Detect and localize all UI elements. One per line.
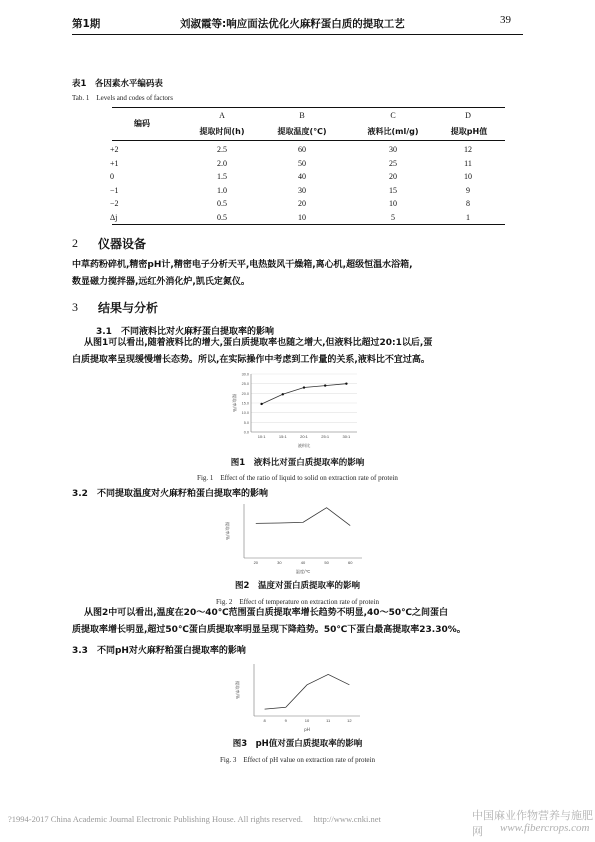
table-cell: 11	[464, 158, 472, 168]
watermark-url: www.fibercrops.com	[500, 822, 590, 834]
table-cell: 12	[464, 145, 472, 154]
x-tick-label: 40	[300, 560, 306, 565]
x-tick-label: 20:1	[300, 434, 308, 439]
fig2-chart	[218, 498, 370, 576]
issue-label: 第1期	[72, 18, 101, 30]
section2-line-1: 中草药粉碎机,精密pH计,精密电子分析天平,电热鼓风干燥箱,离心机,超级恒温水浴箱,	[72, 260, 413, 270]
table-cell: 60	[298, 145, 306, 154]
subsection-3-1-paragraph	[72, 335, 544, 369]
fig1-caption-en: Fig. 1 Effect of the ratio of liquid to solid on extraction rate of protein	[197, 474, 398, 482]
x-axis-label: 液料比	[297, 443, 311, 448]
table-cell: +2	[110, 145, 119, 154]
x-tick-label: 20	[253, 560, 259, 565]
table-cell: 40	[298, 172, 306, 181]
table-cell: 20	[298, 199, 306, 208]
table-header-rule	[112, 140, 505, 141]
table-cell: +1	[110, 158, 119, 168]
x-tick-label: 10	[304, 718, 310, 723]
subsection-3-2: 3.2 不同提取温度对火麻籽粕蛋白提取率的影响	[72, 489, 268, 499]
para1-line-1: 从图1可以看出,随着液料比的增大,蛋白质提取率也随之增大,但液料比超过20:1以后,蛋	[84, 338, 433, 348]
table-cell: 0	[110, 172, 114, 181]
table-bottom-rule	[112, 224, 505, 225]
table-cell: 10	[298, 212, 306, 222]
y-tick-label: 15.0	[241, 401, 249, 406]
table1-caption-en: Tab. 1 Levels and codes of factors	[72, 94, 173, 102]
factor-name-a: 提取时间(h)	[199, 127, 245, 136]
x-tick-label: 50	[324, 560, 329, 565]
y-tick-label: 10.0	[241, 411, 249, 416]
x-tick-label: 15:1	[278, 434, 287, 439]
table-cell: 10	[389, 199, 397, 208]
data-point	[345, 382, 347, 384]
y-tick-label: 0.0	[243, 430, 249, 435]
table-cell: Δj	[110, 212, 118, 222]
table-cell: 25	[389, 158, 397, 168]
para1-line-2: 白质提取率呈现缓慢增长态势。所以,在实际操作中考虑到工作量的关系,液料比不宜过高。	[72, 355, 430, 365]
fig1-chart	[225, 368, 365, 450]
y-tick-label: 20.0	[241, 391, 249, 396]
section2-paragraph	[72, 257, 532, 291]
x-tick-label: 10:1	[257, 434, 266, 439]
table-cell: 8	[466, 199, 470, 208]
table-cell: 9	[466, 185, 470, 195]
copyright-footer: ?1994-2017 China Academic Journal Electronic Publishing House. All rights reserved. http://www.cnki.net	[8, 814, 381, 824]
x-tick-label: 25:1	[321, 434, 330, 439]
data-point	[303, 386, 305, 388]
page-number: 39	[500, 14, 511, 26]
section2-title: 仪器设备	[98, 237, 147, 251]
y-axis-label: 提取率/%	[235, 681, 240, 699]
x-tick-label: 30	[277, 560, 282, 565]
subsection-3-2-paragraph	[72, 605, 544, 639]
factor-letter-c: C	[390, 111, 396, 120]
x-tick-label: 9	[284, 718, 287, 723]
table-cell: 2.0	[217, 158, 227, 168]
factor-letter-d: D	[465, 111, 471, 120]
x-tick-label: 12	[347, 718, 352, 723]
fig3-caption-cn: 图3 pH值对蛋白质提取率的影响	[232, 739, 363, 749]
table-cell: 5	[391, 212, 395, 222]
header-rule	[72, 34, 523, 35]
x-axis-label: 温度/℃	[295, 569, 311, 574]
table-cell: 10	[464, 172, 472, 181]
table-cell: 1	[466, 212, 470, 222]
data-point	[282, 393, 284, 395]
fig2-caption-en: Fig. 2 Effect of temperature on extraction rate of protein	[216, 598, 379, 606]
fig3-chart	[228, 658, 368, 734]
fig1-caption-cn: 图1 液料比对蛋白质提取率的影响	[230, 458, 365, 468]
table-cell: −1	[110, 185, 119, 195]
series-line	[256, 508, 350, 526]
x-axis-label: pH	[304, 727, 310, 732]
factor-letter-b: B	[299, 111, 305, 120]
y-axis-label: 提取率/%	[232, 394, 237, 412]
table-cell: 15	[389, 185, 397, 195]
factor-name-b: 提取温度(℃)	[277, 127, 327, 136]
y-tick-label: 25.0	[241, 382, 249, 387]
table-top-rule	[112, 107, 505, 108]
y-axis-label: 提取率/%	[225, 522, 230, 540]
section3-title: 结果与分析	[98, 301, 159, 315]
table-cell: 2.5	[217, 145, 227, 154]
data-point	[260, 403, 262, 405]
series-line	[265, 674, 350, 709]
table-cell: 1.5	[217, 172, 227, 181]
data-point	[324, 384, 326, 386]
fig3-caption-en: Fig. 3 Effect of pH value on extraction rate of protein	[220, 756, 375, 764]
x-tick-label: 11	[326, 718, 331, 723]
x-tick-label: 60	[347, 560, 353, 565]
table-cell: 0.5	[217, 199, 227, 208]
running-title: 刘淑霞等:响应面法优化火麻籽蛋白质的提取工艺	[180, 18, 405, 30]
factor-letter-a: A	[219, 111, 225, 120]
table-cell: 1.0	[217, 185, 227, 195]
table-cell: 20	[389, 172, 397, 181]
fig2-caption-cn: 图2 温度对蛋白质提取率的影响	[235, 581, 360, 591]
section3-number: 3	[72, 300, 78, 314]
table-cell: −2	[110, 199, 119, 208]
watermark-cn: 中国麻业作物营养与施肥网	[472, 809, 593, 838]
factor-name-c: 液料比(ml/g)	[367, 127, 419, 136]
x-tick-label: 30:1	[342, 434, 351, 439]
x-tick-label: 8	[263, 718, 266, 723]
table-cell: 30	[298, 185, 306, 195]
subsection-3-3: 3.3 不同pH对火麻籽粕蛋白提取率的影响	[72, 646, 246, 656]
table-cell: 0.5	[217, 212, 227, 222]
table1-caption-cn: 表1 各因素水平编码表	[72, 79, 163, 89]
table-cell: 50	[298, 158, 306, 168]
y-tick-label: 5.0	[243, 420, 249, 425]
para2-line-1: 从图2中可以看出,温度在20～40℃范围蛋白质提取率增长趋势不明显,40～50℃之间蛋白	[84, 608, 448, 618]
table-cell: 30	[389, 145, 397, 154]
table-code-header: 编码	[134, 119, 150, 128]
subsection-3-1: 3.1 不同液料比对火麻籽蛋白提取率的影响	[96, 327, 274, 337]
section2-number: 2	[72, 236, 78, 250]
y-tick-label: 30.0	[241, 372, 249, 377]
para2-line-2: 质提取率增长明显,超过50℃蛋白质提取率明显呈现下降趋势。50℃下蛋白最高提取率23.30%。	[72, 625, 466, 635]
section2-line-2: 数显磁力搅拌器,远红外消化炉,凯氏定氮仪。	[72, 277, 250, 287]
factor-name-d: 提取pH值	[450, 127, 488, 136]
